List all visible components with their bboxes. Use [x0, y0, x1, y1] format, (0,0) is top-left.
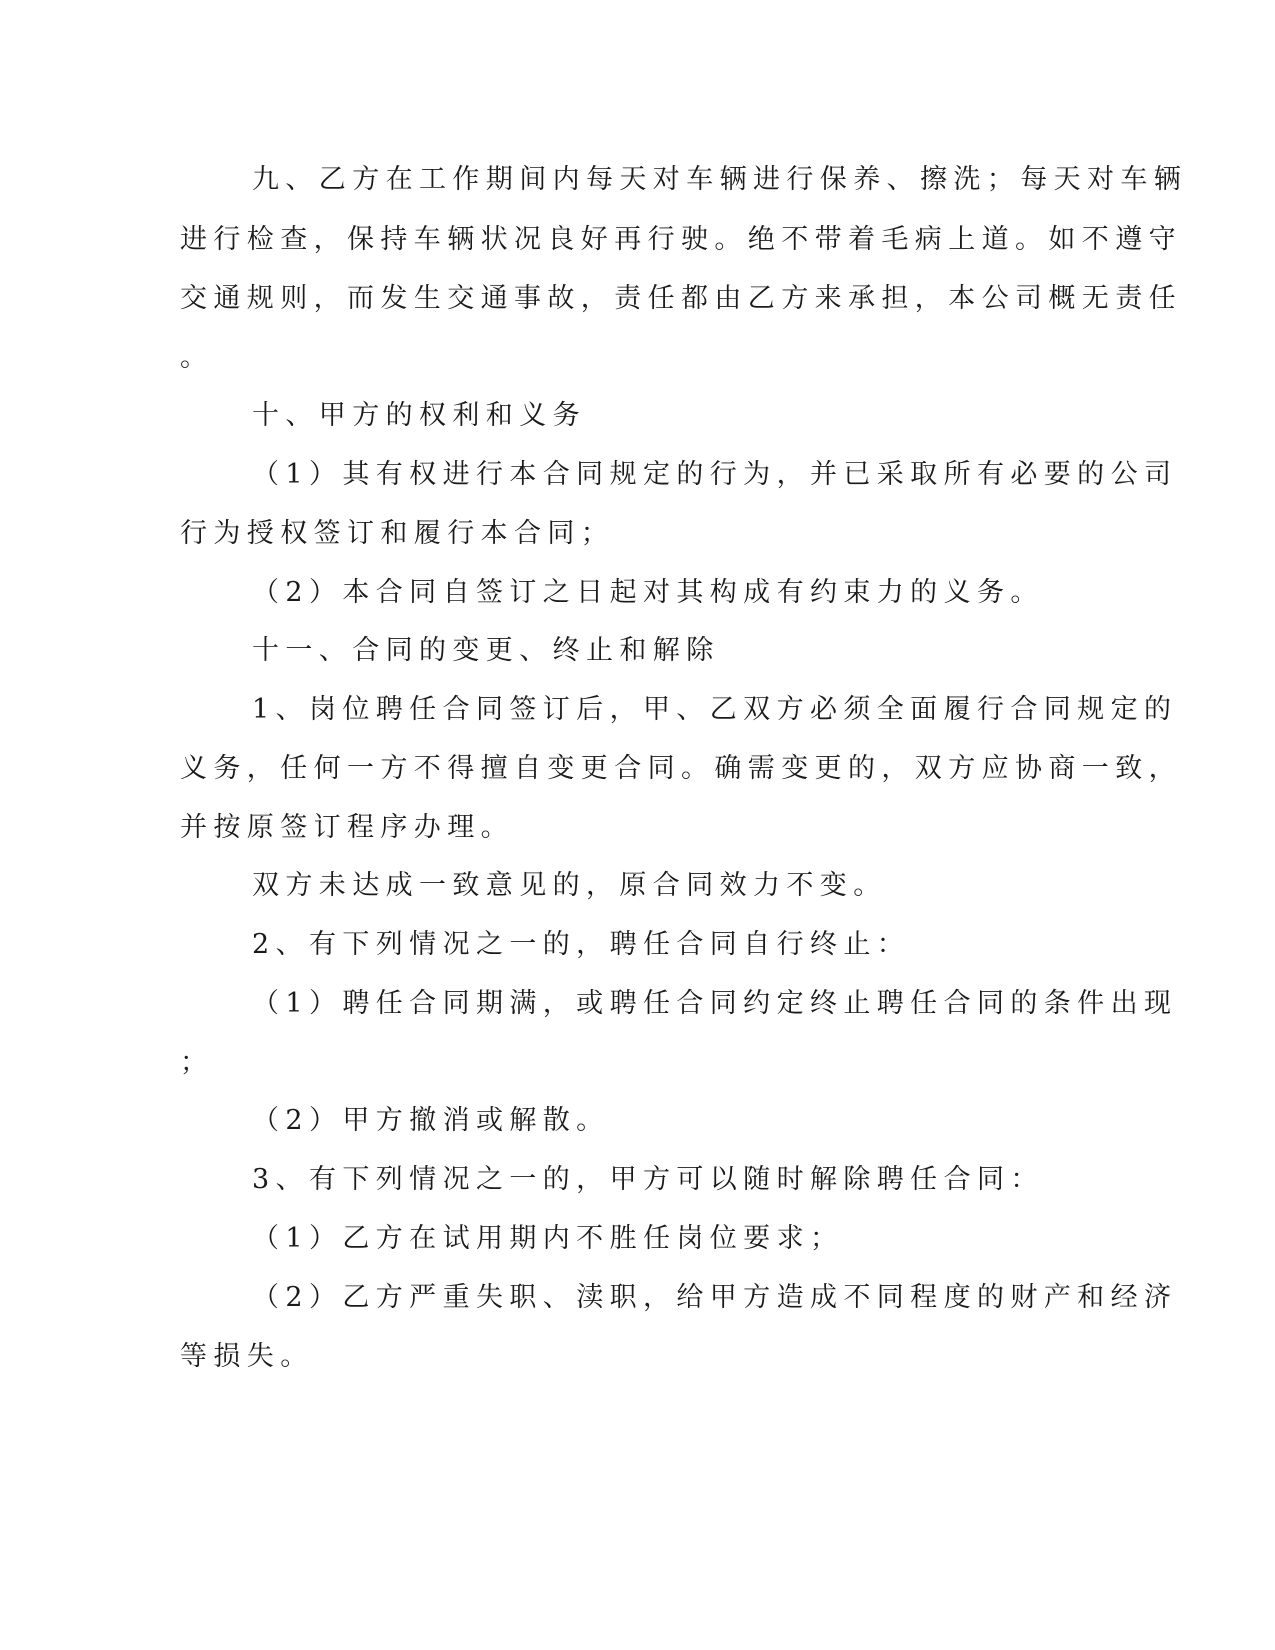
section-10-item-1-line-2: 行为授权签订和履行本合同；: [180, 518, 615, 549]
section-10-item-1-line-1: （1）其有权进行本合同规定的行为，并已采取所有必要的公司: [252, 459, 1178, 490]
section-11-clause-1-note: 双方未达成一致意见的，原合同效力不变。: [252, 870, 887, 901]
section-11-clause-2: 2、有下列情况之一的，聘任合同自行终止：: [252, 929, 911, 960]
section-11-clause-1-line-1: 1、岗位聘任合同签订后，甲、乙双方必须全面履行合同规定的: [252, 694, 1178, 725]
section-11-heading: 十一、合同的变更、终止和解除: [252, 635, 720, 666]
paragraph-9-line-4: 。: [180, 342, 214, 373]
section-10-item-2: （2）本合同自签订之日起对其构成有约束力的义务。: [252, 577, 1044, 608]
section-11-clause-2-item-1-line-2: ；: [180, 1047, 214, 1078]
paragraph-9-line-2: 进行检查，保持车辆状况良好再行驶。绝不带着毛病上道。如不遵守: [180, 224, 1182, 255]
paragraph-9-line-1: 九、乙方在工作期间内每天对车辆进行保养、擦洗；每天对车辆: [252, 164, 1188, 195]
section-11-clause-2-item-2: （2）甲方撤消或解散。: [252, 1105, 610, 1136]
section-11-clause-1-line-3: 并按原签订程序办理。: [180, 812, 514, 843]
section-11-clause-3: 3、有下列情况之一的，甲方可以随时解除聘任合同：: [252, 1164, 1044, 1195]
section-11-clause-1-line-2: 义务，任何一方不得擅自变更合同。确需变更的，双方应协商一致，: [180, 753, 1182, 784]
section-11-clause-2-item-1-line-1: （1）聘任合同期满，或聘任合同约定终止聘任合同的条件出现: [252, 988, 1178, 1019]
section-11-clause-3-item-2-line-2: 等损失。: [180, 1341, 314, 1372]
section-11-clause-3-item-2-line-1: （2）乙方严重失职、渎职，给甲方造成不同程度的财产和经济: [252, 1282, 1178, 1313]
section-11-clause-3-item-1: （1）乙方在试用期内不胜任岗位要求；: [252, 1223, 844, 1254]
paragraph-9-line-3: 交通规则，而发生交通事故，责任都由乙方来承担，本公司概无责任: [180, 283, 1182, 314]
section-10-heading: 十、甲方的权利和义务: [252, 400, 586, 431]
